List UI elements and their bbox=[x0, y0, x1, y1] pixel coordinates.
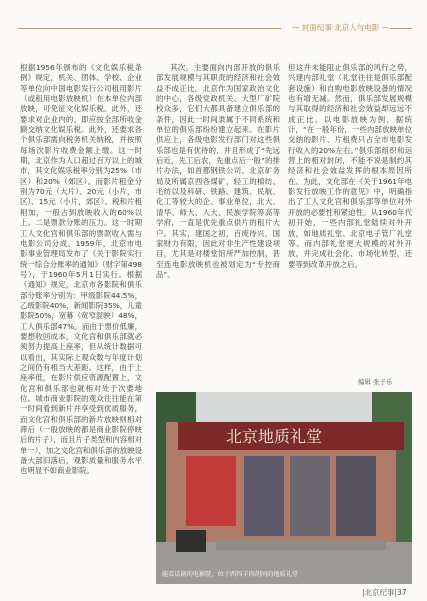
photo-caption: 能看话剧的电影院，位于西四羊肉胡同的地质礼堂 bbox=[162, 571, 299, 578]
header-rule-left bbox=[18, 28, 281, 29]
paragraph: 其次，主要面向内部开放的俱乐部发展规模与其职责的经济和社会效益不成正比。北京作为国家政治文化的中心，各级党政机关、大型厂矿院校众多，它们大都具备建立俱乐部的条件，因此一时间隶属于不同系统和单位的俱乐部纷纷建立起来。在影片供应上，各级电影发行部门对这些俱乐部也是有优待的，并且形成了“先远后近，先工后农，先重点后一般”的排片办法，如首都钢铁公司、北京矿务局及所属京西各煤矿，轻工的棉纺、毛纺以及科研、铁路、建筑、民航、化工等较大的企、事业单位，北大、清华、师大、人大、民族学院等高等学府，一直是优先重点供片的租片大户。其实，建国之初，百废待兴，国家财力有限，因此对非生产性建设项目，尤其是对楼堂馆所严加控制，甚至连电影放映机也被划定为“专控商品”。 bbox=[156, 63, 280, 279]
section-header: — 封面纪事·北京人与电影 — bbox=[292, 23, 390, 32]
editor-credit: 编辑 张子乐 bbox=[358, 378, 393, 386]
article-column-1 bbox=[20, 63, 142, 477]
article-column-2 bbox=[156, 63, 280, 280]
paragraph: 根据1956年颁布的《文化娱乐税条例》规定，机关、团体、学校、企业等单位向中国电影发行公司租用影片（或租用电影放映机）在本单位内部放映，可免征文化娱乐税。此外，还要求对企业内的、即应按全部所收金额交纳文化娱乐税。此外，还要求各个俱乐部需向税务机关纳税，并按照每场次影片收费金额上缴。这一时期，北京作为人口超过百万以上的城市，其文化娱乐税率分别为25%（市区）和20%（郊区）。而影片租金分别为70元（大片）、20元（小片，市区）、15元（小片，郊区）。税和片租相加，一般占到放映收入的60%以上。二是票款分账的压力。这一时期工人文化宫和俱乐部的票款收入需与电影公司分成。1959年，北京市电影事业管理局发布了《关于影院实行统一综合分账率的通知》（财字第498号），于1960年5月1日实行。根据《通知》规定，北京市各影院和俱乐部分账率分别为：甲级影院44.5%，乙级影院40%，新闻影院35%，儿童影院50%，宽幕（宽窄混映）48%，工人俱乐部47%。而由于票价低廉，要想收回成本，文化宫和俱乐部就必须努力提高上座率，但从统计数据可以看出，其实际上观众数与年度计划之间仍有相当大差距。这样，由于上座率低，在影片供应资源配置上，文化宫和俱乐部也就相对处于次要地位。城市商业影院的观众往往能在第一时间看到新片并享受到优质服务，而文化宫和俱乐部的新片放映则相对滞后（一般放映的都是商业影院停映后的片子），而且片子类型和内容相对单一），加之文化宫和俱乐部的放映设备大部旧落后，观影质量和服务水平也明显不如商业影院。 bbox=[20, 63, 142, 476]
article-column-3 bbox=[288, 63, 412, 270]
paragraph: 但这并未能阻止俱乐部的风行之势，兴建内部礼堂（礼堂往往是俱乐部配套设施）和自购电影放映设备的情况也有增无减。然而，俱乐部发展规模与其取得的经济和社会效益却远远不成正比。以电影放映为例，据统计，“在一般年份，一些内部放映单位交纳的影片、片租费只占全市电影发行收入的20%左右。”俱乐部组织和运营上的相对封闭，不能不说是制约其经济和社会效益发挥的根本原因所在。为此，文化部在《关于1961年电影发行放映工作的意见》中，明确指出了工人文化宫和俱乐部等单位对外开放的必要性和紧迫性。从1960年代初开始，一些内部礼堂陆续对外开放，如地质礼堂、北京电子管厂礼堂等。而内部礼堂更大规模的对外开放，并完成社会化、市场化转型，还要等到改革开放之后。 bbox=[288, 63, 412, 269]
page-footer: |北京纪事|37 bbox=[362, 588, 407, 597]
building-sign: 北京地质礼堂 bbox=[226, 427, 323, 446]
photo-geological-auditorium bbox=[156, 392, 412, 584]
header-rule-right bbox=[390, 28, 412, 29]
